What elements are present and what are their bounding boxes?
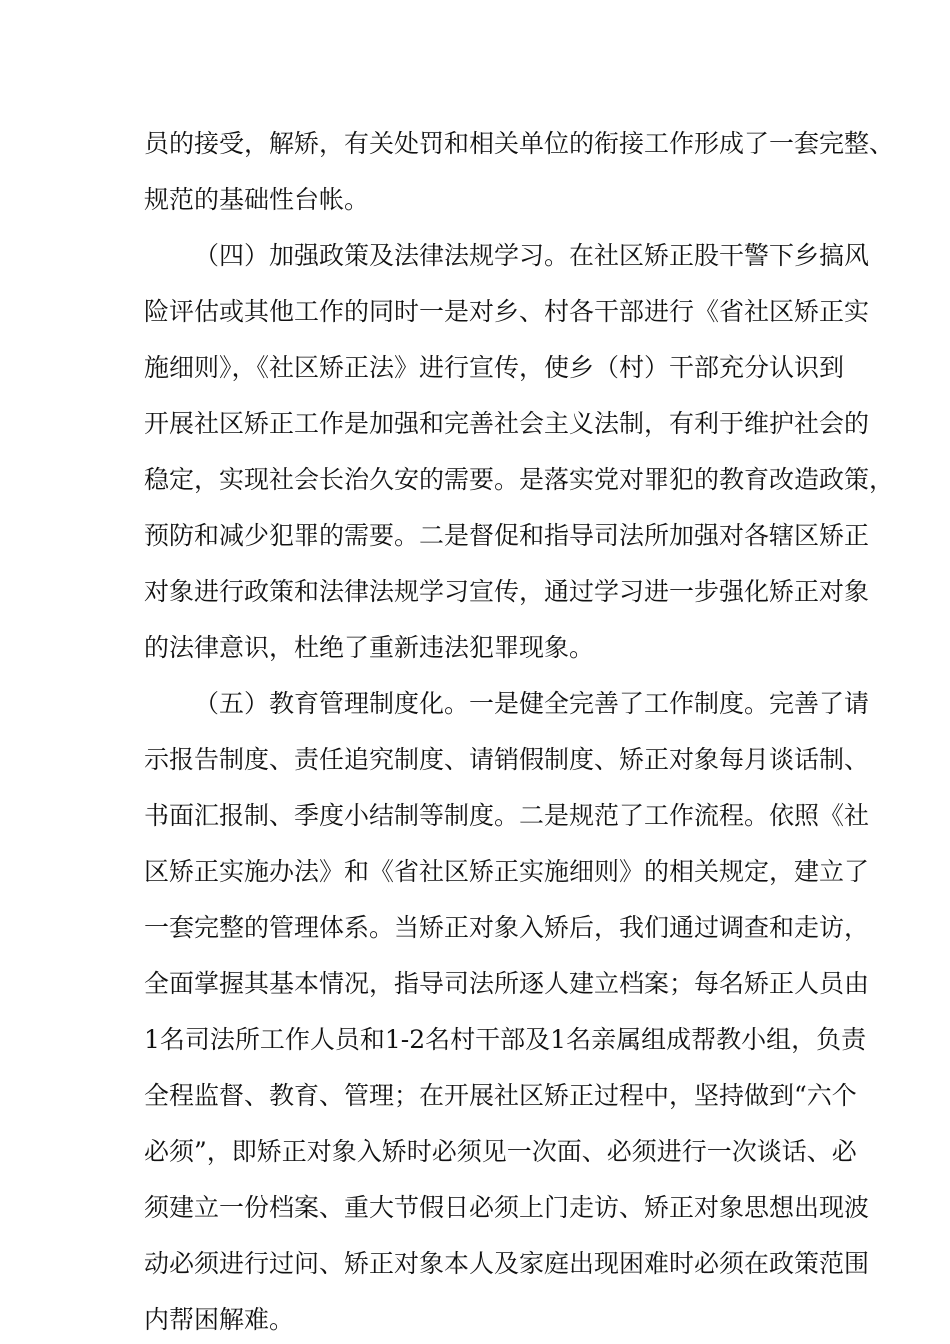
section-heading-line: （四）加强政策及法律法规学习。在社区矫正股干警下乡搞风 [194,241,870,270]
text-line: 示报告制度、责任追究制度、请销假制度、矫正对象每月谈话制、 [144,745,870,774]
section-heading-line: （五）教育管理制度化。一是健全完善了工作制度。完善了请 [194,689,870,718]
text-line: 的法律意识，杜绝了重新违法犯罪现象。 [144,633,595,662]
text-line: 险评估或其他工作的同时一是对乡、村各干部进行《省社区矫正实 [144,297,870,326]
text-line: 施细则》，《社区矫正法》进行宣传，使乡（村）干部充分认识到 [144,353,845,382]
text-line: 书面汇报制、季度小结制等制度。二是规范了工作流程。依照《社 [144,801,870,830]
text-line: 一套完整的管理体系。当矫正对象入矫后，我们通过调查和走访， [144,913,870,942]
text-line: 对象进行政策和法律法规学习宣传，通过学习进一步强化矫正对象 [144,577,870,606]
text-line: 全程监督、教育、管理；在开展社区矫正过程中，坚持做到“六个 [144,1081,857,1110]
text-line: 规范的基础性台帐。 [144,185,370,214]
text-line: 内帮困解难。 [144,1305,295,1334]
text-line: 须建立一份档案、重大节假日必须上门走访、矫正对象思想出现波 [144,1193,870,1222]
text-line: 稳定，实现社会长治久安的需要。是落实党对罪犯的教育改造政策， [144,465,895,494]
text-line: 区矫正实施办法》和《省社区矫正实施细则》的相关规定，建立了 [144,857,870,886]
text-line: 开展社区矫正工作是加强和完善社会主义法制，有利于维护社会的 [144,409,870,438]
text-line: 1名司法所工作人员和1-2名村干部及1名亲属组成帮教小组，负责 [144,1025,867,1054]
text-line: 动必须进行过问、矫正对象本人及家庭出现困难时必须在政策范围 [144,1249,870,1278]
text-line: 员的接受，解矫，有关处罚和相关单位的衔接工作形成了一套完整、 [144,129,895,158]
text-line: 必须”，即矫正对象入矫时必须见一次面、必须进行一次谈话、必 [144,1137,857,1166]
text-line: 预防和减少犯罪的需要。二是督促和指导司法所加强对各辖区矫正 [144,521,870,550]
text-line: 全面掌握其基本情况，指导司法所逐人建立档案；每名矫正人员由 [144,969,870,998]
